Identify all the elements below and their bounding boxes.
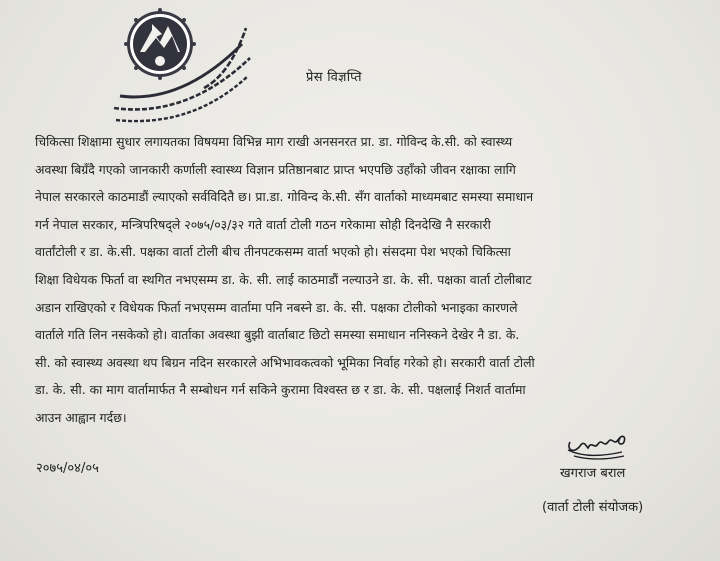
body-line: शिक्षा विधेयक फिर्ता वा स्थगित नभएसम्म डा. के. सी. लाई काठमाडौं नल्याउने डा. के. सी. पक्षका वार्ता टोलीबाट	[35, 271, 532, 287]
emblem-icon	[112, 4, 252, 124]
body-line: डा. के. सी. का माग वार्तामार्फत नै सम्बोधन गर्न सकिने कुरामा विश्वस्त छ र डा. के. सी. पक्षलाई निशर्त वार्तामा	[35, 382, 526, 398]
body-line: आउन आह्वान गर्दछ।	[35, 409, 127, 425]
handwritten-signature	[564, 416, 634, 460]
body-line: अडान राखिएको र विधेयक फिर्ता नभएसम्म वार्तामा पनि नबस्ने डा. के. सी. पक्षका टोलीको भनाइका कारणले	[35, 299, 518, 315]
body-line: गर्न नेपाल सरकार, मन्त्रिपरिषद्ले २०७५/०३/३२ गते वार्ता टोली गठन गरेकामा सोही दिनदेखि नै सरकारी	[35, 216, 491, 232]
body-line: सी. को स्वास्थ्य अवस्था थप बिग्रन नदिन सरकारले अभिभावकत्वको भूमिका निर्वाह गरेको हो। सरकारी वार्ता टोली	[35, 354, 535, 370]
body-line: वार्ताले गति लिन नसकेको हो। वार्ताका अवस्था बुझी वार्ताबाट छिटो समस्या समाधान ननिस्कने देखेर नै डा. के.	[35, 327, 520, 343]
body-line: नेपाल सरकारले काठमाडौं ल्याएको सर्वविदितै छ। प्रा.डा. गोविन्द के.सी. सँग वार्ताको माध्यमबाट समस्या समाधान	[35, 189, 534, 205]
body-line: चिकित्सा शिक्षामा सुधार लगायतका विषयमा विभिन्न माग राखी अनसनरत प्रा. डा. गोविन्द के.सी. को स्वास्थ्य	[35, 134, 513, 149]
document-title: प्रेस विज्ञप्ति	[306, 70, 362, 85]
signer-role: (वार्ता टोली संयोजक)	[542, 500, 644, 515]
government-emblem-logo	[112, 4, 252, 124]
body-line: वार्तांटोली र डा. के.सी. पक्षका वार्ता टोली बीच तीनपटकसम्म वार्ता भएको हो। संसदमा पेश भएको चिकित्सा	[35, 244, 511, 260]
document-body	[35, 128, 690, 432]
body-line: अवस्था बिग्रँदै गएको जानकारी कर्णाली स्वास्थ्य विज्ञान प्रतिष्ठानबाट प्राप्त भएपछि उहाँको जीवन रक्षाका लागि	[35, 161, 516, 177]
signer-name: खगराज बराल	[560, 466, 626, 481]
document-date: २०७५/०४/०५	[36, 461, 99, 476]
